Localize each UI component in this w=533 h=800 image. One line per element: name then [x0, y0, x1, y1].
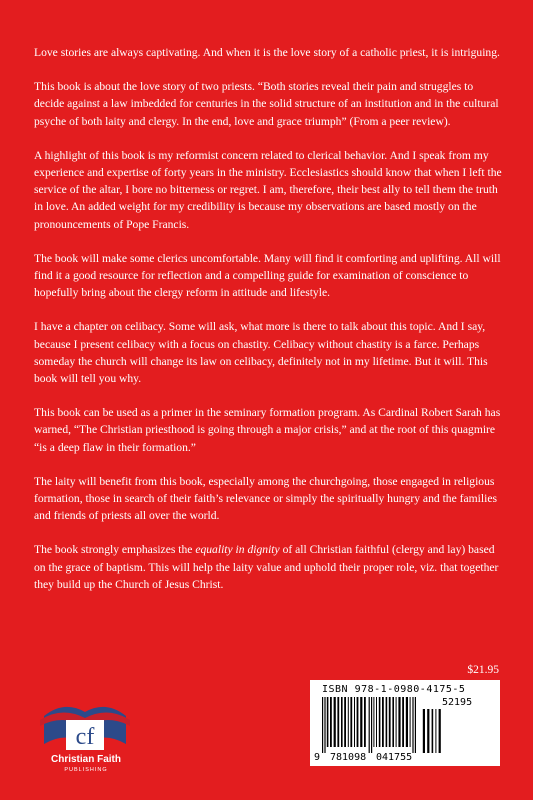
blurb-paragraph-6: This book can be used as a primer in the seminary formation program. As Cardinal Robert Sarah has warned, “The Christian priesthood is going through a major crisis,” and at the root of this quagmire “is a deep flaw in their formation.” [34, 406, 501, 454]
price-label: $21.95 [467, 664, 499, 676]
publisher-name: Christian Faith [50, 754, 121, 765]
blurb-paragraph-7: The laity will benefit from this book, especially among the churchgoing, those engaged in religious formation, those in search of their faith’s relevance or simply the spiritually hungry and the families and friends of priests all over the world. [34, 474, 497, 523]
blurb-p8-end: of all Christian faithful (clergy and lay) based on the grace of baptism. This will help the laity value and uphold their proper role, viz. that together they build up the Church of Jesus Christ. [34, 543, 499, 591]
barcode-digits-right: 041755 [376, 752, 413, 763]
blurb-paragraph-2: This book is about the love story of two priests. “Both stories reveal their pain and struggles to decide against a law imbedded for centuries in the solid structure of an institution and in the cultural psyche of both laity and clergy. In the end, love and grace triumph” (From a peer review). [34, 80, 499, 128]
logo-letters: cf [75, 724, 95, 750]
blurb-paragraph-4: The book will make some clerics uncomfortable. Many will find it comforting and uplifting. All will find it a good resource for reflection and a compelling guide for examination of conscience to hopefully bring about the clergy reform in attitude and lifestyle. [34, 251, 501, 300]
publisher-subtitle: PUBLISHING [64, 767, 108, 773]
blurb-paragraph-1: Love stories are always captivating. And when it is the love story of a catholic priest, it is intriguing. [34, 46, 500, 59]
blurb-p8-emphasis: equality in dignity [195, 543, 280, 557]
barcode-image [318, 697, 498, 753]
blurb-paragraph-5: I have a chapter on celibacy. Some will ask, what more is there to talk about this topic. And I say, because I present celibacy with a focus on chastity. Celibacy without chastity is a farce. Perhaps someday the church will change its law on celibacy, definitely not in my lifetime. But it will. This book will tell you why. [34, 320, 488, 386]
blurb-paragraph-3: A highlight of this book is my reformist concern related to clerical behavior. And I speak from my experience and expertise of forty years in the ministry. Ecclesiastics should know that when I left the service of the altar, I bore no bitterness or regret. I am, therefore, their best ally to tell them the truth in love. An added weight for my credibility is because my observations are based mostly on the pronouncements of Pope Francis. [34, 148, 502, 231]
barcode-digits-left: 781098 [330, 752, 367, 763]
back-cover-blurb [34, 44, 504, 610]
barcode-addon-number: 52195 [442, 697, 473, 708]
isbn-label: ISBN 978-1-0980-4175-5 [322, 684, 466, 695]
blurb-paragraph-8 [34, 541, 504, 593]
barcode-lead-digit: 9 [314, 752, 321, 763]
blurb-p8-start: The book strongly emphasizes the [34, 543, 196, 557]
